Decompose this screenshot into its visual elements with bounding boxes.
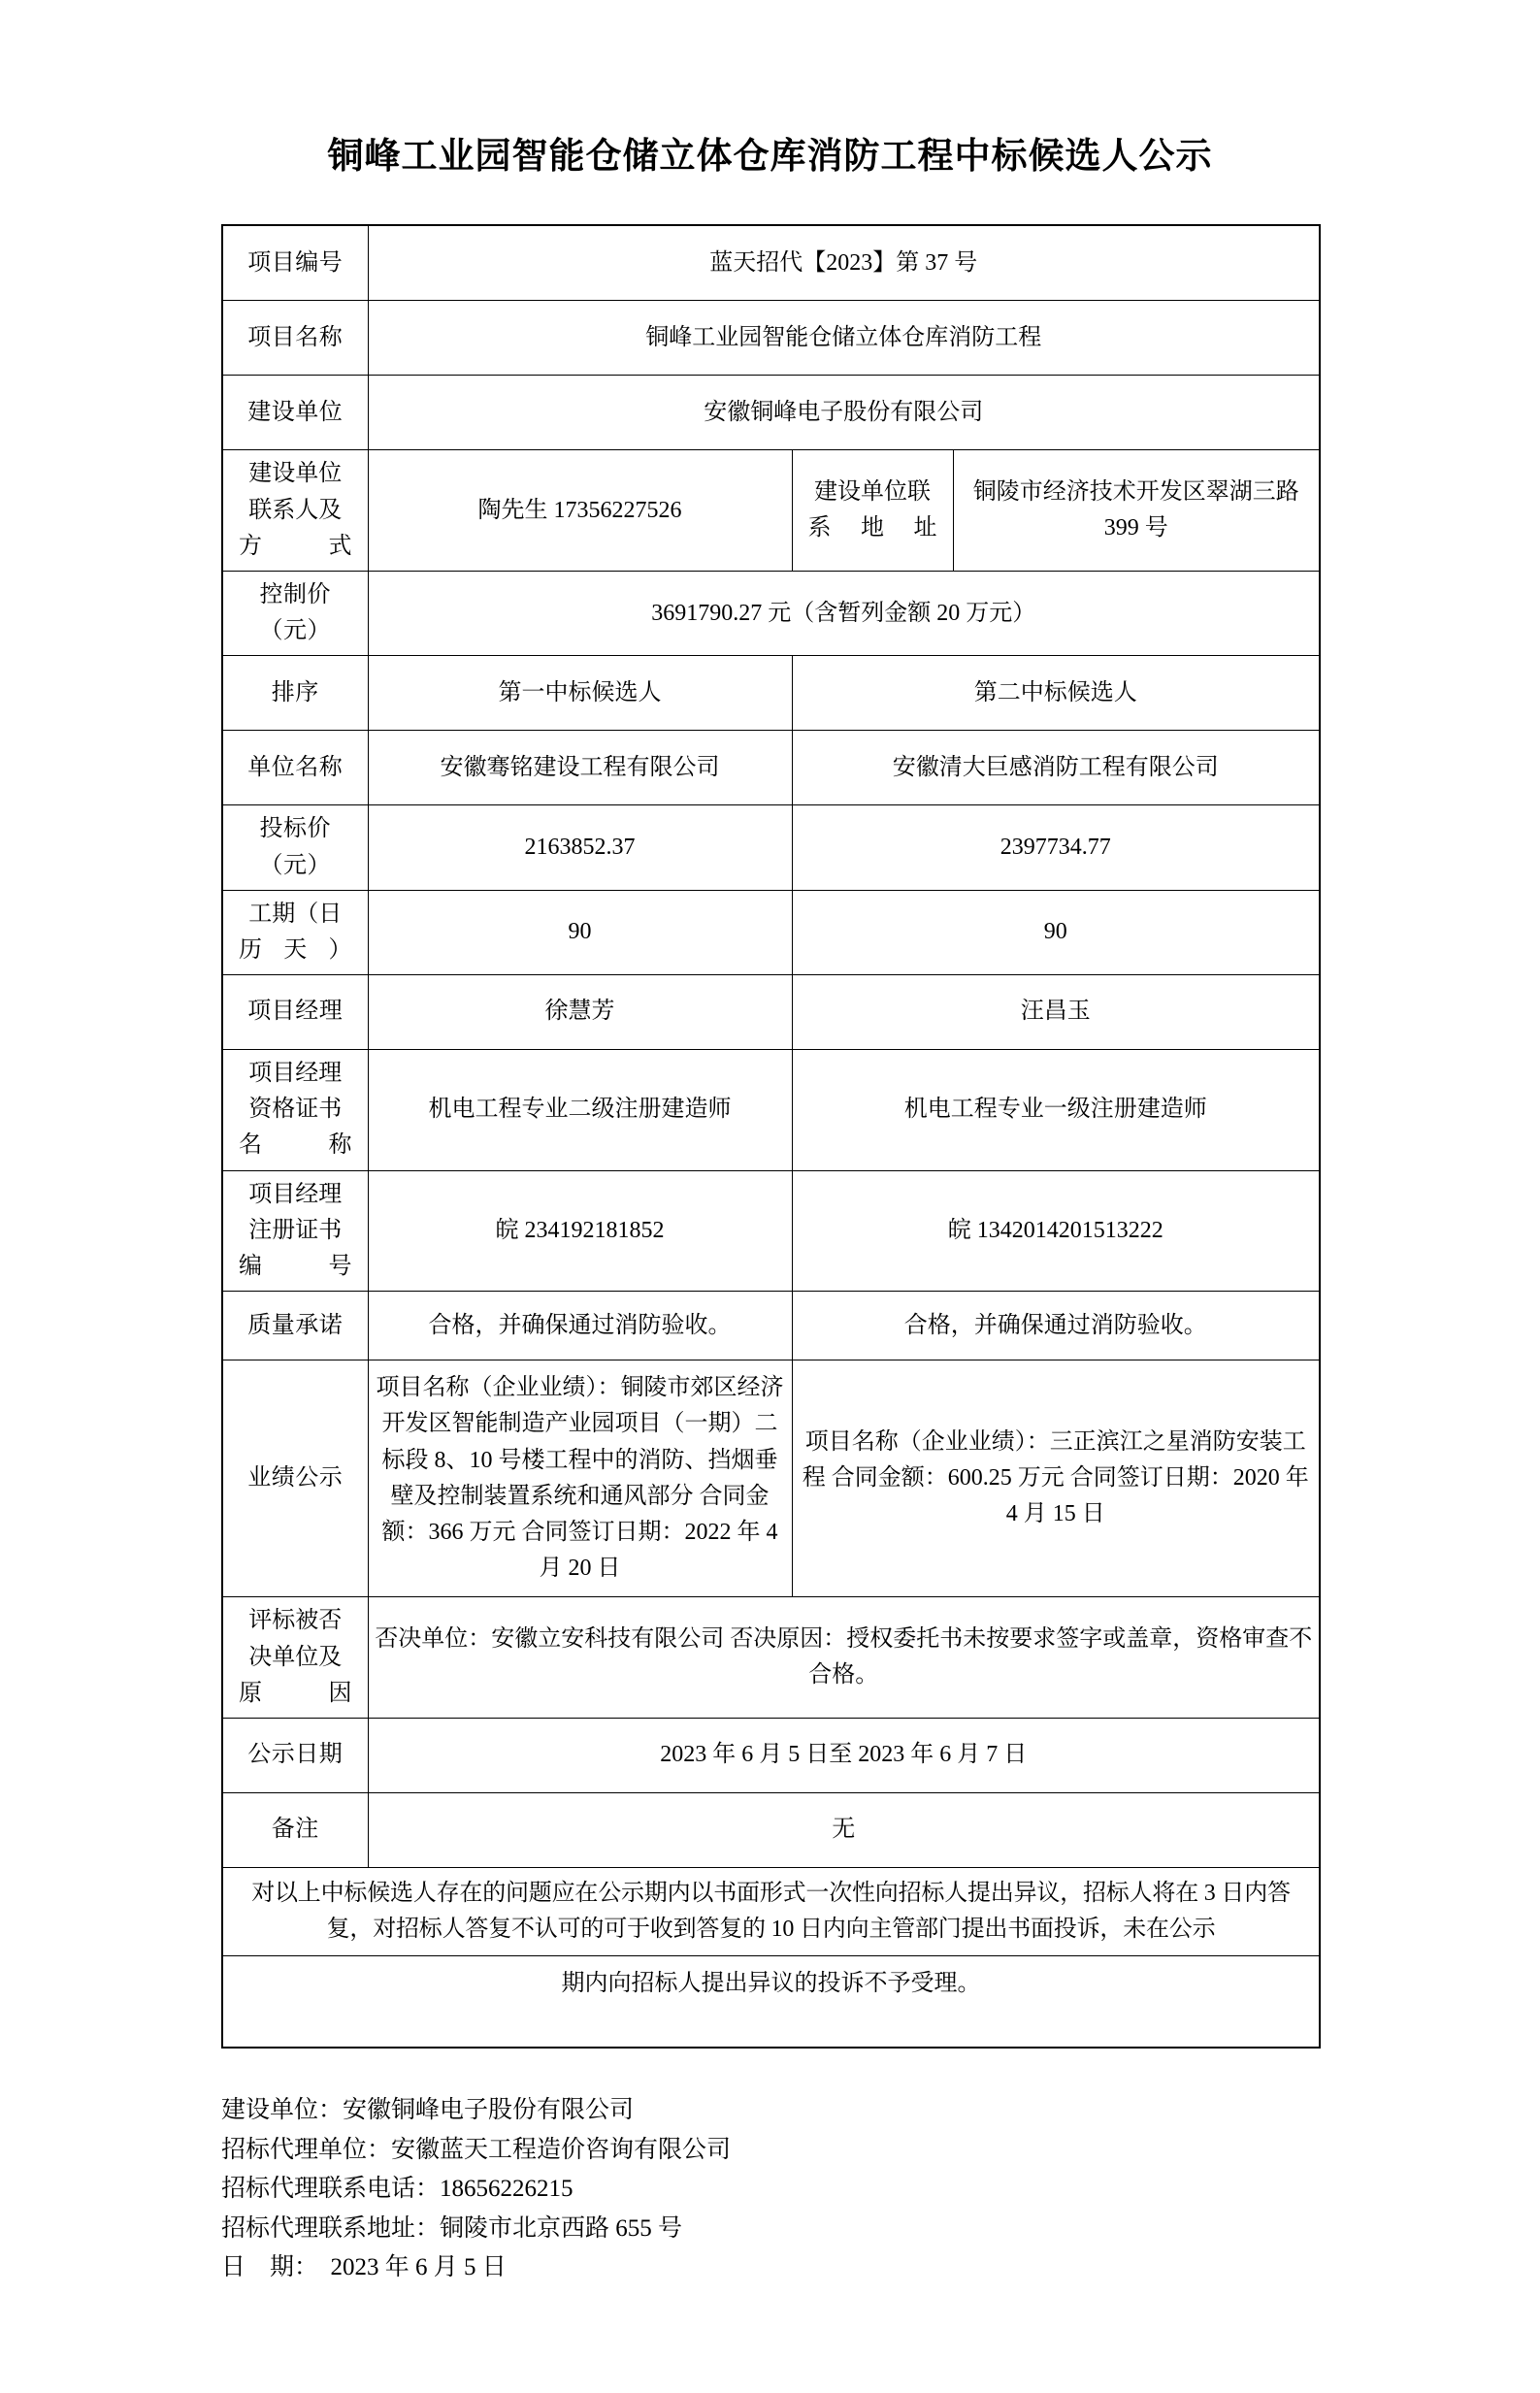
value-performance-first: 项目名称（企业业绩）：铜陵市郊区经济开发区智能制造产业园项目（一期）二标段 8、10 号楼工程中的消防、挡烟垂壁及控制装置系统和通风部分 合同金额：366 万元 合同签订日期：2022 年 4 月 20 日 [368,1360,792,1597]
footer-date: 日 期： 2023 年 6 月 5 日 [221,2254,507,2281]
note-text-line1: 对以上中标候选人存在的问题应在公示期内以书面形式一次性向招标人提出异议，招标人将在 3 日内答复，对招标人答复不认可的可于收到答复的 10 日内向主管部门提出书面投诉，未在公示 [222,1867,1320,1955]
table-row-quality [222,1292,1320,1360]
footer-agency: 招标代理单位：安徽蓝天工程造价咨询有限公司 [221,2136,732,2163]
value-publish-date: 2023 年 6 月 5 日至 2023 年 6 月 7 日 [368,1718,1320,1792]
value-quality-second: 合格，并确保通过消防验收。 [792,1292,1320,1360]
label-duration: 工期（日历天） [222,890,368,974]
label-rank: 排序 [222,656,368,731]
table-row-project-name [222,301,1320,376]
value-cert-no-first: 皖 234192181852 [368,1170,792,1292]
value-company-second: 安徽清大巨感消防工程有限公司 [792,731,1320,805]
label-owner-address: 建设单位联系地址 [792,450,953,572]
value-company-first: 安徽骞铭建设工程有限公司 [368,731,792,805]
table-row-owner [222,376,1320,450]
table-row-cert-name [222,1050,1320,1171]
table-row-note-line2 [222,1956,1320,2049]
label-control-price: 控制价（元） [222,571,368,655]
label-bid-price: 投标价（元） [222,805,368,890]
note-text-line2: 期内向招标人提出异议的投诉不予受理。 [222,1956,1320,2049]
label-cert-no: 项目经理注册证书编号 [222,1170,368,1292]
table-row-control-price [222,571,1320,655]
table-row-remark [222,1792,1320,1867]
label-rejected: 评标被否决单位及原因 [222,1597,368,1719]
value-owner: 安徽铜峰电子股份有限公司 [368,376,1320,450]
value-cert-name-second: 机电工程专业一级注册建造师 [792,1050,1320,1171]
value-manager-first: 徐慧芳 [368,975,792,1050]
table-row-cert-no [222,1170,1320,1292]
value-manager-second: 汪昌玉 [792,975,1320,1050]
label-remark: 备注 [222,1792,368,1867]
label-performance: 业绩公示 [222,1360,368,1597]
table-row-rejected [222,1597,1320,1719]
value-control-price: 3691790.27 元（含暂列金额 20 万元） [368,571,1320,655]
footer-contact-block [221,2091,1540,2288]
table-row-contact [222,450,1320,572]
label-quality: 质量承诺 [222,1292,368,1360]
table-row-note-line1 [222,1867,1320,1955]
label-project-no: 项目编号 [222,225,368,301]
value-project-name: 铜峰工业园智能仓储立体仓库消防工程 [368,301,1320,376]
label-owner: 建设单位 [222,376,368,450]
table-row-manager [222,975,1320,1050]
value-bid-price-first: 2163852.37 [368,805,792,890]
table-row-bid-price [222,805,1320,890]
page-title: 铜峰工业园智能仓储立体仓库消防工程中标候选人公示 [327,137,1213,177]
value-rejected: 否决单位：安徽立安科技有限公司 否决原因：授权委托书未按要求签字或盖章，资格审查不合格。 [368,1597,1320,1719]
label-company: 单位名称 [222,731,368,805]
value-duration-second: 90 [792,890,1320,974]
label-owner-contact: 建设单位联系人及方式 [222,450,368,572]
value-owner-contact: 陶先生 17356227526 [368,450,792,572]
label-cert-name: 项目经理资格证书名称 [222,1050,368,1171]
table-row-performance [222,1360,1320,1597]
announcement-table [221,224,1321,2049]
table-row-rank [222,656,1320,731]
footer-owner: 建设单位：安徽铜峰电子股份有限公司 [221,2097,635,2124]
table-row-project-no [222,225,1320,301]
value-remark: 无 [368,1792,1320,1867]
value-owner-address: 铜陵市经济技术开发区翠湖三路 399 号 [953,450,1320,572]
label-publish-date: 公示日期 [222,1718,368,1792]
value-quality-first: 合格，并确保通过消防验收。 [368,1292,792,1360]
value-cert-name-first: 机电工程专业二级注册建造师 [368,1050,792,1171]
table-row-company [222,731,1320,805]
footer-agency-address: 招标代理联系地址：铜陵市北京西路 655 号 [221,2214,683,2242]
value-performance-second: 项目名称（企业业绩）：三正滨江之星消防安装工程 合同金额：600.25 万元 合同签订日期：2020 年 4 月 15 日 [792,1360,1320,1597]
footer-agency-phone: 招标代理联系电话：18656226215 [221,2176,573,2203]
value-bid-price-second: 2397734.77 [792,805,1320,890]
value-duration-first: 90 [368,890,792,974]
value-cert-no-second: 皖 1342014201513222 [792,1170,1320,1292]
label-project-name: 项目名称 [222,301,368,376]
value-rank-first: 第一中标候选人 [368,656,792,731]
label-manager: 项目经理 [222,975,368,1050]
table-row-duration [222,890,1320,974]
value-project-no: 蓝天招代【2023】第 37 号 [368,225,1320,301]
value-rank-second: 第二中标候选人 [792,656,1320,731]
table-row-publish-date [222,1718,1320,1792]
announcement-table-wrapper [221,224,1319,2049]
